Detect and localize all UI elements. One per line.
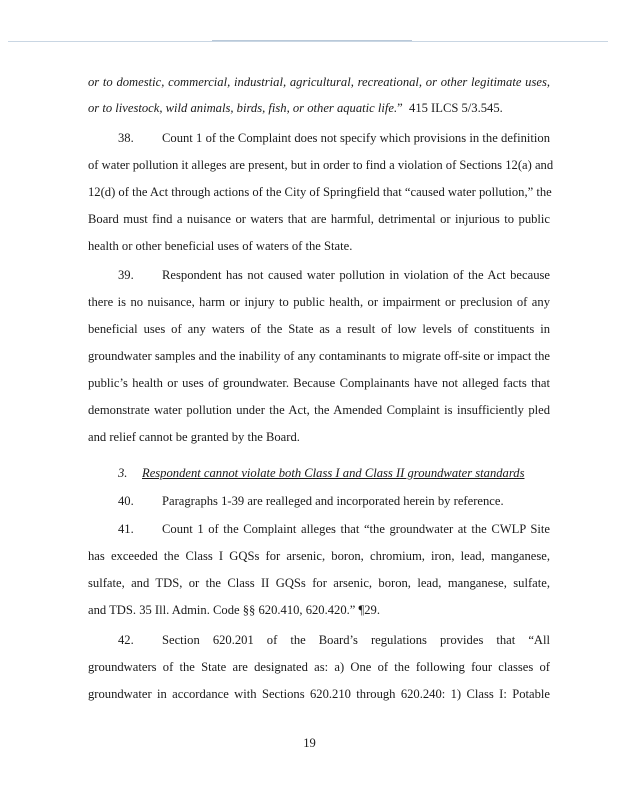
para-40-first-line <box>118 493 550 509</box>
page-number: 19 <box>303 736 316 750</box>
para-39-first-text: Respondent has not caused water pollution in violation of the Act because <box>162 268 550 282</box>
para-41-line: has exceeded the Class I GQSs for arsenic, boron, chromium, iron, lead, manganese, <box>88 549 550 563</box>
para-41-first-text: Count 1 of the Complaint alleges that “the groundwater at the CWLP Site <box>162 522 550 536</box>
section-heading-number: 3. <box>118 466 128 480</box>
para-38-line: Board must find a nuisance or waters that are harmful, detrimental or injurious to public <box>88 212 550 226</box>
para-41-first-line <box>118 521 550 537</box>
para-42-number: 42. <box>118 633 134 647</box>
para-39-first-line <box>118 267 550 283</box>
para-39-line: beneficial uses of any waters of the State as a result of low levels of constituents in <box>88 322 550 336</box>
section-heading <box>118 465 550 481</box>
para-39-line: demonstrate water pollution under the Act, the Amended Complaint is insufficiently pled <box>88 403 550 417</box>
para-39-line: and relief cannot be granted by the Board. <box>88 430 300 444</box>
para-42-first-text: Section 620.201 of the Board’s regulations provides that “All <box>162 633 550 647</box>
quote-citation: 415 ILCS 5/3.545. <box>409 101 503 115</box>
para-41-line: and TDS. 35 Ill. Admin. Code §§ 620.410, 620.420.” ¶29. <box>88 603 380 617</box>
para-41-number: 41. <box>118 522 134 536</box>
quote-line-1: or to domestic, commercial, industrial, agricultural, recreational, or other legitimate uses, <box>88 75 550 89</box>
para-38-first-line <box>118 130 550 146</box>
para-41-line: sulfate, and TDS, or the Class II GQSs for arsenic, boron, lead, manganese, sulfate, <box>88 576 550 590</box>
header-rule-shadow <box>212 40 412 41</box>
quote-line-2-text: or to livestock, wild animals, birds, fish, or other aquatic life. <box>88 101 398 115</box>
para-39-line: groundwater samples and the inability of any contaminants to migrate off-site or impact the <box>88 349 550 363</box>
para-39-line: public’s health or uses of groundwater. Because Complainants have not alleged facts that <box>88 376 550 390</box>
header-rule <box>8 41 608 42</box>
para-38-line: of water pollution it alleges are present, but in order to find a violation of Sections 12(a) and <box>88 158 554 172</box>
para-42-first-line <box>118 632 550 648</box>
section-heading-text: Respondent cannot violate both Class I and Class II groundwater standards <box>142 466 525 480</box>
para-38-line: health or other beneficial uses of waters of the State. <box>88 239 353 253</box>
para-40-first-text: Paragraphs 1-39 are realleged and incorporated herein by reference. <box>162 494 504 508</box>
para-42-line: groundwaters of the State are designated as: a) One of the following four classes of <box>88 660 550 674</box>
para-38-number: 38. <box>118 131 134 145</box>
para-39-line: there is no nuisance, harm or injury to public health, or impairment or preclusion of any <box>88 295 550 309</box>
quote-line-2: or to livestock, wild animals, birds, fish, or other aquatic life.” 415 ILCS 5/3.545. <box>88 101 503 115</box>
para-40-number: 40. <box>118 494 134 508</box>
para-42-line: groundwater in accordance with Sections 620.210 through 620.240: 1) Class I: Potable <box>88 687 550 701</box>
para-39-number: 39. <box>118 268 134 282</box>
para-38-line: 12(d) of the Act through actions of the City of Springfield that “caused water pollution,” the <box>88 185 552 199</box>
para-38-first-text: Count 1 of the Complaint does not specify which provisions in the definition <box>162 131 550 145</box>
